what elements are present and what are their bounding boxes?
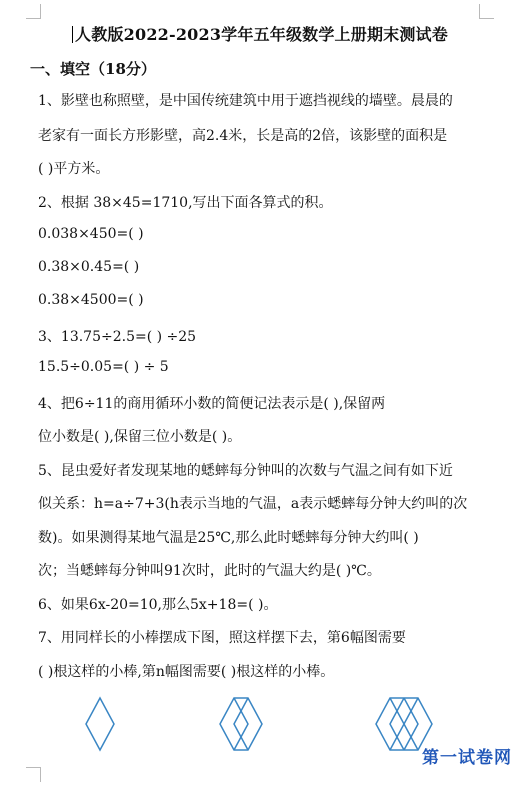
question-7-line-1: 7、用同样长的小棒摆成下图，照这样摆下去，第6幅图需要: [38, 630, 406, 646]
question-2a: 0.038×450=( ): [38, 226, 144, 242]
section-heading: 一、填空（18分）: [30, 60, 156, 78]
document-title-text: 人教版2022-2023学年五年级数学上册期末测试卷: [75, 25, 448, 44]
question-4-line-1: 4、把6÷11的商用循环小数的简便记法表示是( ),保留两: [38, 396, 386, 412]
question-7-line-2: ( )根这样的小棒,第n幅图需要( )根这样的小棒。: [38, 664, 335, 680]
page-corner-mark: [479, 4, 494, 19]
figure-1-one-rhombus: [86, 698, 114, 750]
page-corner-mark: [26, 4, 41, 19]
question-5-line-1: 5、昆虫爱好者发现某地的蟋蟀每分钟叫的次数与气温之间有如下近: [38, 463, 453, 479]
document-title: [0, 22, 520, 45]
page-corner-mark: [26, 767, 41, 782]
question-1-line-2: 老家有一面长方形影壁，高2.4米，长是高的2倍，该影壁的面积是: [38, 128, 448, 144]
question-2c: 0.38×4500=( ): [38, 292, 144, 308]
question-1-line-1: 1、影壁也称照壁，是中国传统建筑中用于遮挡视线的墙壁。晨晨的: [38, 93, 453, 109]
question-5-line-4: 次；当蟋蟀每分钟叫91次时，此时的气温大约是( )℃。: [38, 563, 381, 579]
question-3a: 3、13.75÷2.5=( ) ÷25: [38, 329, 197, 345]
question-3b: 15.5÷0.05=( ) ÷ 5: [38, 359, 169, 375]
brand-watermark: 第一试卷网: [422, 748, 512, 768]
question-6-line: 6、如果6x-20=10,那么5x+18=( )。: [38, 597, 278, 613]
question-4-line-2: 位小数是( ),保留三位小数是( )。: [38, 429, 242, 445]
text-cursor: [72, 26, 73, 43]
question-1-line-3: ( )平方米。: [38, 161, 110, 177]
question-2b: 0.38×0.45=( ): [38, 259, 140, 275]
question-2-line: 2、根据 38×45=1710,写出下面各算式的积。: [38, 195, 333, 211]
figure-2-two-rhombuses: [220, 698, 262, 750]
question-5-line-3: 数)。如果测得某地气温是25℃,那么此时蟋蟀每分钟大约叫( ): [38, 530, 419, 546]
question-5-line-2: 似关系：h=a÷7+3(h表示当地的气温，a表示蟋蟀每分钟大约叫的次: [38, 496, 468, 512]
